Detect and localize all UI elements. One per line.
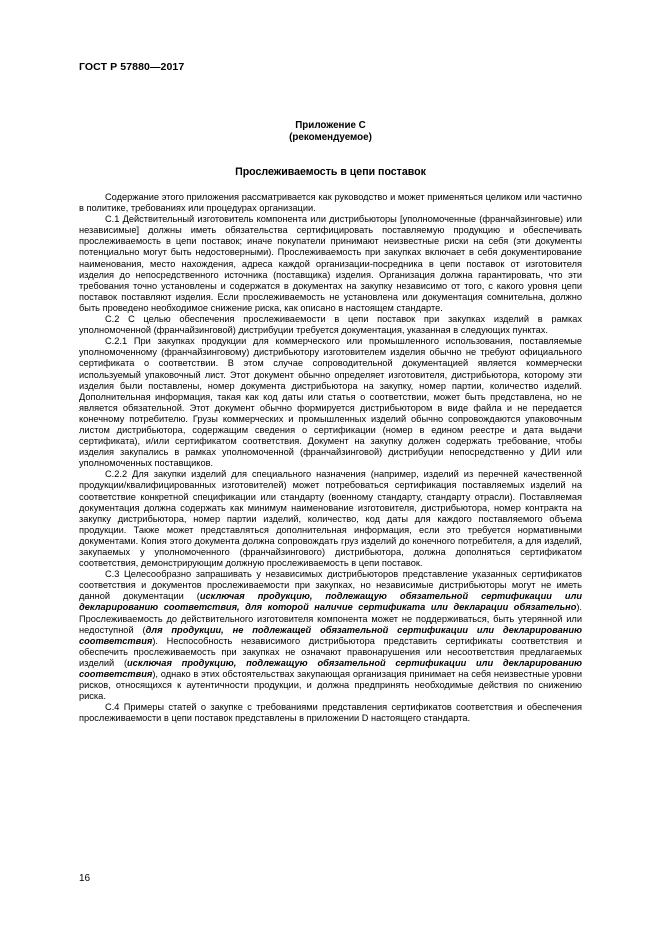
c3-emphasis: исключая продукцию, подлежащую обязательной сертификации или декларированию соответствия <box>79 657 582 680</box>
appendix-heading <box>79 120 582 144</box>
paragraph-c3 <box>79 569 582 702</box>
appendix-subtitle: (рекомендуемое) <box>289 132 372 143</box>
c3-text: С.3 Целесообразно запрашивать у независимых дистрибьюторов представление указанных сертификатов соответствия и документов прослеживаемости при закупках, но независимые дистрибьюторы могут не иметь данной документации ( <box>79 569 582 602</box>
c3-text: ). Неспособность независимого дистрибьютора представить сертификаты соответствия и обеспечить прослеживаемость при закупках не означают правонарушения или несоответствия предлагаемых изделий ( <box>79 635 582 668</box>
paragraph-c4: С.4 Примеры статей о закупке с требованиями представления сертификатов соответствия и обеспечения прослеживаемости в цепи поставок представлены в приложении D настоящего стандарта. <box>79 702 582 724</box>
paragraph-c2-1: С.2.1 При закупках продукции для коммерческого или промышленного использования, поставляемые уполномоченному (франчайзинговому) дистрибьютору изготовителем изделия обычно не требуют официального сертификата о соответствии. В этом случае сопроводительной документацией является коммерчески используемый упаковочный лист. Этот документ обычно определяет изготовителя, дистрибьютора, которому эти изделия были поставлены, номер документа дистрибьютора на закупку, номер партии, количество изделий. Дополнительная информация, такая как код даты или статья о соответствии, может быть представлена, но не является обязательной. Этот документ обычно формируется дистрибьютором в виде файла и не передается конечному потребителю. Грузы коммерческих и промышленных изделий обычно сопровождаются упаковочным листом дистрибьютора, содержащим сведения о сертификации (номер в едином реестре и дата выдачи сертификата), и/или сертификатом соответствия. Документ на закупку должен содержать требование, чтобы изделия закупались в рамках уполномоченной (франчайзинговой) дистрибуции непосредственно у ДИИ или уполномоченных поставщиков. <box>79 336 582 469</box>
paragraph-c2-2: С.2.2 Для закупки изделий для специального назначения (например, изделий из перечней качественной продукции/квалифицированных изготовителей) может потребоваться сертификация поставляемых изделий на соответствие конкретной спецификации или стандарту (военному стандарту, стандарту отрасли). Поставляемая документация должна содержать как минимум наименование изготовителя, дистрибьютора, номер контракта на закупку дистрибьютора, номер партии изделий, количество, код даты для каждого поставляемого объема продукции. Также может представляться дополнительная информация, если это требуется нормативными документами. Копия этого документа должна сопровождать груз изделий до конечного потребителя, а для изделий, закупаемых у уполномоченного (франчайзингового) дистрибьютора, должна дополняться сертификатом соответствия, демонстрирующим должную прослеживаемость в цепи поставок. <box>79 469 582 569</box>
page-number: 16 <box>79 873 91 884</box>
body-text <box>79 192 582 725</box>
section-title: Прослеживаемость в цепи поставок <box>235 166 426 178</box>
paragraph-c1: С.1 Действительный изготовитель компонента или дистрибьюторы [уполномоченные (франчайзинговые) или независимые] должны иметь обязательства сертифицировать поставляемую продукцию и обеспечивать прослеживаемость в цепи поставок; иначе покупатели принимают неизвестные риски на себя (эти документы потенциально могут быть недостоверными). Прослеживаемость при закупках включает в себя документирование наименования, место нахождения, адреса каждой организации-посредника в цепи поставок от изготовителя изделия до непосредственного источника (поставщика) изделия. Организация должна гарантировать, что эти требования точно установлены и содержатся в документах на закупку независимо от того, с какого уровня цепи поставок поставляют изделия. Если прослеживаемость не установлена или документация сомнительна, должно быть проведено необходимое снижение риска, как описано в настоящем стандарте. <box>79 214 582 313</box>
document-header: ГОСТ Р 57880—2017 <box>79 61 185 73</box>
paragraph-intro: Содержание этого приложения рассматривается как руководство и может применяться целиком или частично в политике, требованиях или процедурах организации. <box>79 192 582 214</box>
paragraph-c2: С.2 С целью обеспечения прослеживаемости в цепи поставок при закупках изделий в рамках уполномоченной (франчайзинговой) дистрибуции требуется документация, указанная в следующих пунктах. <box>79 314 582 336</box>
c3-text: ). Прослеживаемость до действительного изготовителя компонента может не поддерживаться, быть утерянной или недоступной ( <box>79 602 582 635</box>
c3-text: ), однако в этих обстоятельствах закупающая организация принимает на себя неизвестные уровни рисков, относящихся к аутентичности продукции, и должна предпринять необходимые действия по снижению риска. <box>79 669 582 702</box>
c3-emphasis: исключая продукцию, подлежащую обязательной сертификации или декларированию соответствия, для которой наличие сертификата или декларации обязательно <box>79 591 582 613</box>
c3-emphasis: для продукции, не подлежащей обязательной сертификации или декларированию соответствия <box>79 624 582 646</box>
appendix-title: Приложение С <box>295 120 366 131</box>
